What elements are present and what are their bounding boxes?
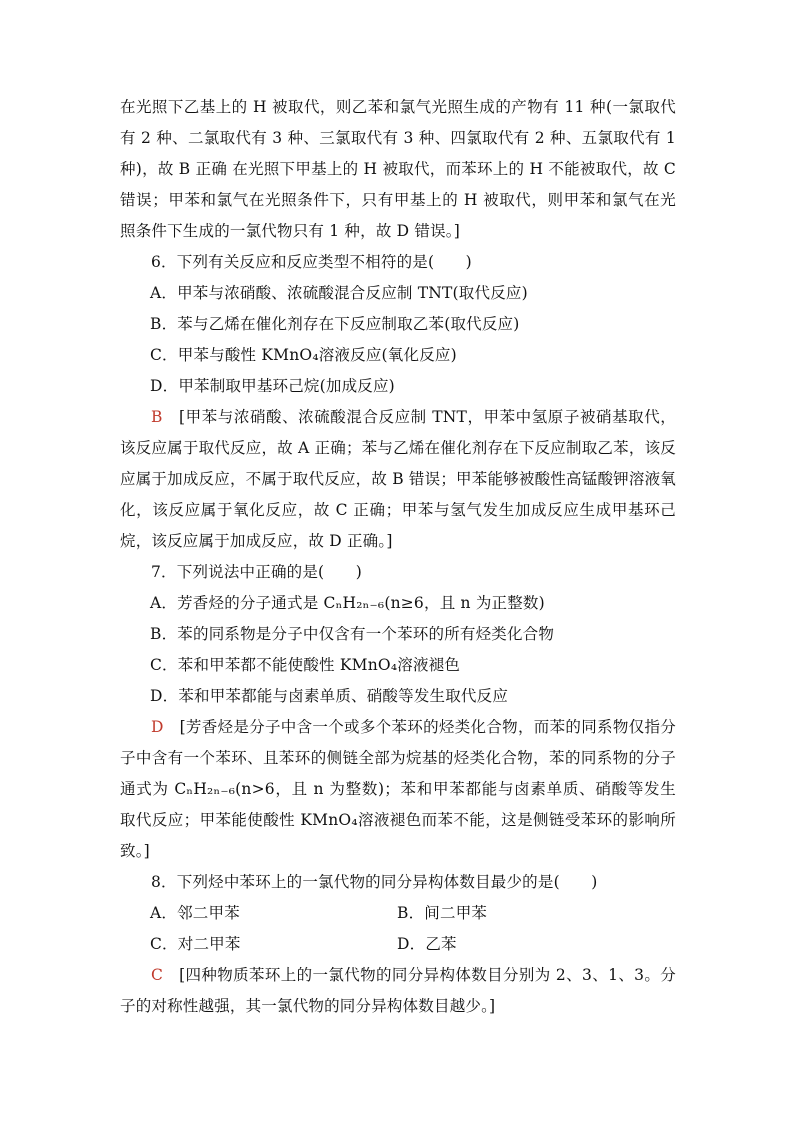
option-b: B．苯与乙烯在催化剂存在下反应制取乙苯(取代反应) xyxy=(150,315,520,333)
option-d: D．乙苯 xyxy=(397,935,457,953)
option-b: B．苯的同系物是分子中仅含有一个苯环的所有烃类化合物 xyxy=(150,625,555,643)
answer-letter: B xyxy=(151,408,163,426)
explanation-text: [四种物质苯环上的一氯代物的同分异构体数目分别为 2、3、1、3。分子的对称性越强，其一氯代物的同分异构体数目越少。] xyxy=(120,966,676,1015)
question-6 xyxy=(120,247,676,557)
answer-explanation xyxy=(120,712,676,867)
option-a: A．邻二甲苯 xyxy=(150,904,240,922)
answer-explanation xyxy=(120,960,676,1022)
question-8 xyxy=(120,867,676,1022)
option-a: A．芳香烃的分子通式是 CₙH₂ₙ₋₆(n≥6，且 n 为正整数) xyxy=(150,594,545,612)
option-c: C．甲苯与酸性 KMnO₄溶液反应(氧化反应) xyxy=(150,346,457,364)
option-d: D．苯和甲苯都能与卤素单质、硝酸等发生取代反应 xyxy=(150,687,509,705)
explanation-text: [芳香烃是分子中含一个或多个苯环的烃类化合物，而苯的同系物仅指分子中含有一个苯环、且苯环的侧链全部为烷基的烃类化合物，苯的同系物的分子通式为 CₙH₂ₙ₋₆(n>6，且 n 为整数)；苯和甲苯都能与卤素单质、硝酸等发生取代反应；甲苯能使酸性 KMnO₄溶液褪色而苯不能，这是侧链受苯环的影响所致。] xyxy=(120,718,677,860)
option-c: C．对二甲苯 xyxy=(150,935,241,953)
answer-letter: D xyxy=(151,718,164,736)
previous-explanation: 在光照下乙基上的 H 被取代，则乙苯和氯气光照生成的产物有 11 种(一氯取代有 2 种、二氯取代有 3 种、三氯取代有 3 种、四氯取代有 2 种、五氯取代有 1 种)，故 B 正确 在光照下甲基上的 H 被取代，而苯环上的 H 不能被取代，故 C 错误；甲苯和氯气在光照条件下，只有甲基上的 H 被取代，则甲苯和氯气在光照条件下生成的一氯代物只有 1 种，故 D 错误。] xyxy=(120,98,676,240)
option-a: A．甲苯与浓硝酸、浓硫酸混合反应制 TNT(取代反应) xyxy=(150,284,528,302)
page-content xyxy=(120,92,676,1022)
option-d: D．甲苯制取甲基环己烷(加成反应) xyxy=(150,377,395,395)
question-stem: 8．下列烃中苯环上的一氯代物的同分异构体数目最少的是( ) xyxy=(151,873,598,891)
answer-letter: C xyxy=(151,966,164,984)
options-row-1 xyxy=(120,898,676,929)
explanation-text: [甲苯与浓硝酸、浓硫酸混合反应制 TNT，甲苯中氢原子被硝基取代，该反应属于取代反应，故 A 正确；苯与乙烯在催化剂存在下反应制取乙苯，该反应属于加成反应，不属于取代反应，故 B 错误；甲苯能够被酸性高锰酸钾溶液氧化，该反应属于氧化反应，故 C 正确；甲苯与氢气发生加成反应生成甲基环己烷，该反应属于加成反应，故 D 正确。] xyxy=(120,408,676,550)
option-c: C．苯和甲苯都不能使酸性 KMnO₄溶液褪色 xyxy=(150,656,461,674)
question-stem: 6．下列有关反应和反应类型不相符的是( ) xyxy=(151,253,472,271)
option-b: B．间二甲苯 xyxy=(397,904,488,922)
question-7 xyxy=(120,557,676,867)
answer-explanation xyxy=(120,402,676,557)
question-stem: 7．下列说法中正确的是( ) xyxy=(151,563,362,581)
options-row-2 xyxy=(120,929,676,960)
